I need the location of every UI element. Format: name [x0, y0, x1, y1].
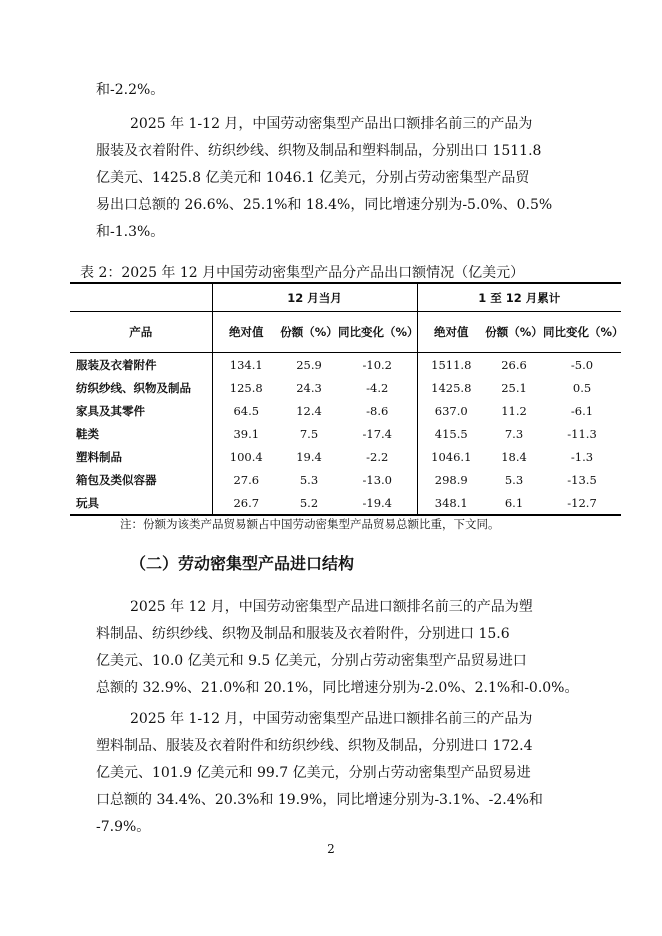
header-yoy: 同比变化（%）	[543, 312, 621, 353]
paragraph-export-annual	[96, 111, 566, 246]
cell-value: -6.1	[570, 403, 594, 418]
cell-product: 鞋类	[70, 422, 212, 445]
paragraph-import-month	[96, 594, 579, 702]
header-abs: 绝对值	[417, 312, 485, 353]
table-row	[70, 491, 621, 515]
cell-value: 298.9	[434, 472, 468, 487]
page-number: 2	[327, 842, 335, 856]
paragraph-line: 和-1.3%。	[96, 224, 165, 240]
table-row	[70, 399, 621, 422]
cell-product: 玩具	[70, 491, 212, 515]
cell-value: -10.2	[338, 353, 417, 377]
cell-value: 64.5	[233, 403, 260, 418]
paragraph-line: 亿美元、10.0 亿美元和 9.5 亿美元，分别占劳动密集型产品贸易进口	[96, 653, 527, 669]
header-share: 份额（%）	[485, 312, 543, 353]
cell-value: 6.1	[485, 491, 543, 515]
cell-value: 11.2	[501, 403, 527, 418]
cell-value: -11.3	[567, 426, 597, 441]
cell-value: 19.4	[296, 449, 322, 464]
table-row	[70, 468, 621, 491]
header-group-month: 12 月当月	[212, 283, 417, 312]
cell-value: -17.4	[338, 422, 417, 445]
cell-value: 7.3	[504, 426, 524, 441]
header-abs: 绝对值	[212, 312, 280, 353]
cell-value: 125.8	[229, 380, 263, 395]
cell-value: 24.3	[296, 380, 322, 395]
cell-value: -19.4	[338, 491, 417, 515]
cell-value: 348.1	[417, 491, 485, 515]
paragraph-line: 亿美元、1425.8 亿美元和 1046.1 亿美元，分别占劳动密集型产品贸	[96, 170, 530, 186]
cell-value: -5.0	[570, 357, 594, 372]
cell-value: 134.1	[229, 357, 263, 372]
table-caption: 表 2：2025 年 12 月中国劳动密集型产品分产品出口额情况（亿美元）	[80, 265, 525, 281]
cell-value: -12.7	[543, 491, 621, 515]
paragraph-line: 2025 年 1-12 月，中国劳动密集型产品进口额排名前三的产品为	[130, 711, 533, 727]
cell-value: -4.2	[338, 376, 417, 399]
cell-value: 39.1	[233, 426, 260, 441]
cell-value: 26.6	[501, 357, 527, 372]
cell-value: 26.7	[212, 491, 280, 515]
cell-value: 0.5	[572, 380, 592, 395]
paragraph-line: 亿美元、101.9 亿美元和 99.7 亿美元，分别占劳动密集型产品贸易进	[96, 765, 531, 781]
cell-value: 18.4	[501, 449, 527, 464]
export-table	[70, 282, 624, 516]
cell-value: 5.3	[504, 472, 524, 487]
cell-value: -13.0	[338, 468, 417, 491]
continued-text: 和-2.2%。	[96, 82, 165, 98]
cell-value: -8.6	[338, 399, 417, 422]
table-row	[70, 422, 621, 445]
table-note: 注：份额为该类产品贸易额占中国劳动密集型产品贸易总额比重，下文同。	[120, 517, 500, 531]
cell-product: 服装及衣着附件	[70, 353, 212, 377]
cell-product: 塑料制品	[70, 445, 212, 468]
cell-product: 纺织纱线、织物及制品	[70, 376, 212, 399]
table-row	[70, 445, 621, 468]
cell-value: 27.6	[233, 472, 260, 487]
paragraph-line: 服装及衣着附件、纺织纱线、织物及制品和塑料制品，分别出口 1511.8	[96, 143, 542, 159]
cell-value: 25.9	[296, 357, 322, 372]
cell-value: 7.5	[299, 426, 319, 441]
section-heading: （二）劳动密集型产品进口结构	[130, 554, 355, 573]
cell-product: 家具及其零件	[70, 399, 212, 422]
cell-value: 1511.8	[431, 357, 472, 372]
paragraph-line: 口总额的 34.4%、20.3%和 19.9%，同比增速分别为-3.1%、-2.4%和	[96, 792, 543, 808]
cell-value: 1425.8	[431, 380, 472, 395]
paragraph-line: 2025 年 12 月，中国劳动密集型产品进口额排名前三的产品为塑	[130, 599, 533, 615]
cell-value: 415.5	[434, 426, 468, 441]
cell-value: 637.0	[434, 403, 468, 418]
paragraph-import-annual	[96, 706, 566, 841]
cell-value: 25.1	[501, 380, 527, 395]
header-product: 产品	[70, 312, 212, 353]
paragraph-line: 易出口总额的 26.6%、25.1%和 18.4%，同比增速分别为-5.0%、0.5%	[96, 197, 553, 213]
cell-value: -2.2	[338, 445, 417, 468]
paragraph-line: 总额的 32.9%、21.0%和 20.1%，同比增速分别为-2.0%、2.1%和-0.0%。	[96, 680, 579, 696]
header-group-year: 1 至 12 月累计	[417, 283, 621, 312]
header-share: 份额（%）	[280, 312, 338, 353]
cell-value: 5.3	[299, 472, 319, 487]
cell-value: 1046.1	[431, 449, 472, 464]
cell-value: 12.4	[296, 403, 322, 418]
header-blank	[70, 283, 212, 312]
paragraph-line: 料制品、纺织纱线、织物及制品和服装及衣着附件，分别进口 15.6	[96, 626, 510, 642]
cell-value: 100.4	[229, 449, 263, 464]
cell-value: -1.3	[570, 449, 594, 464]
table-row	[70, 353, 621, 377]
paragraph-line: -7.9%。	[96, 819, 151, 835]
table-row	[70, 376, 621, 399]
paragraph-line: 塑料制品、服装及衣着附件和纺织纱线、织物及制品，分别进口 172.4	[96, 738, 533, 754]
paragraph-line: 2025 年 1-12 月，中国劳动密集型产品出口额排名前三的产品为	[130, 116, 533, 132]
cell-product: 箱包及类似容器	[70, 468, 212, 491]
cell-value: -13.5	[567, 472, 597, 487]
cell-value: 5.2	[280, 491, 338, 515]
header-yoy: 同比变化（%）	[338, 312, 417, 353]
